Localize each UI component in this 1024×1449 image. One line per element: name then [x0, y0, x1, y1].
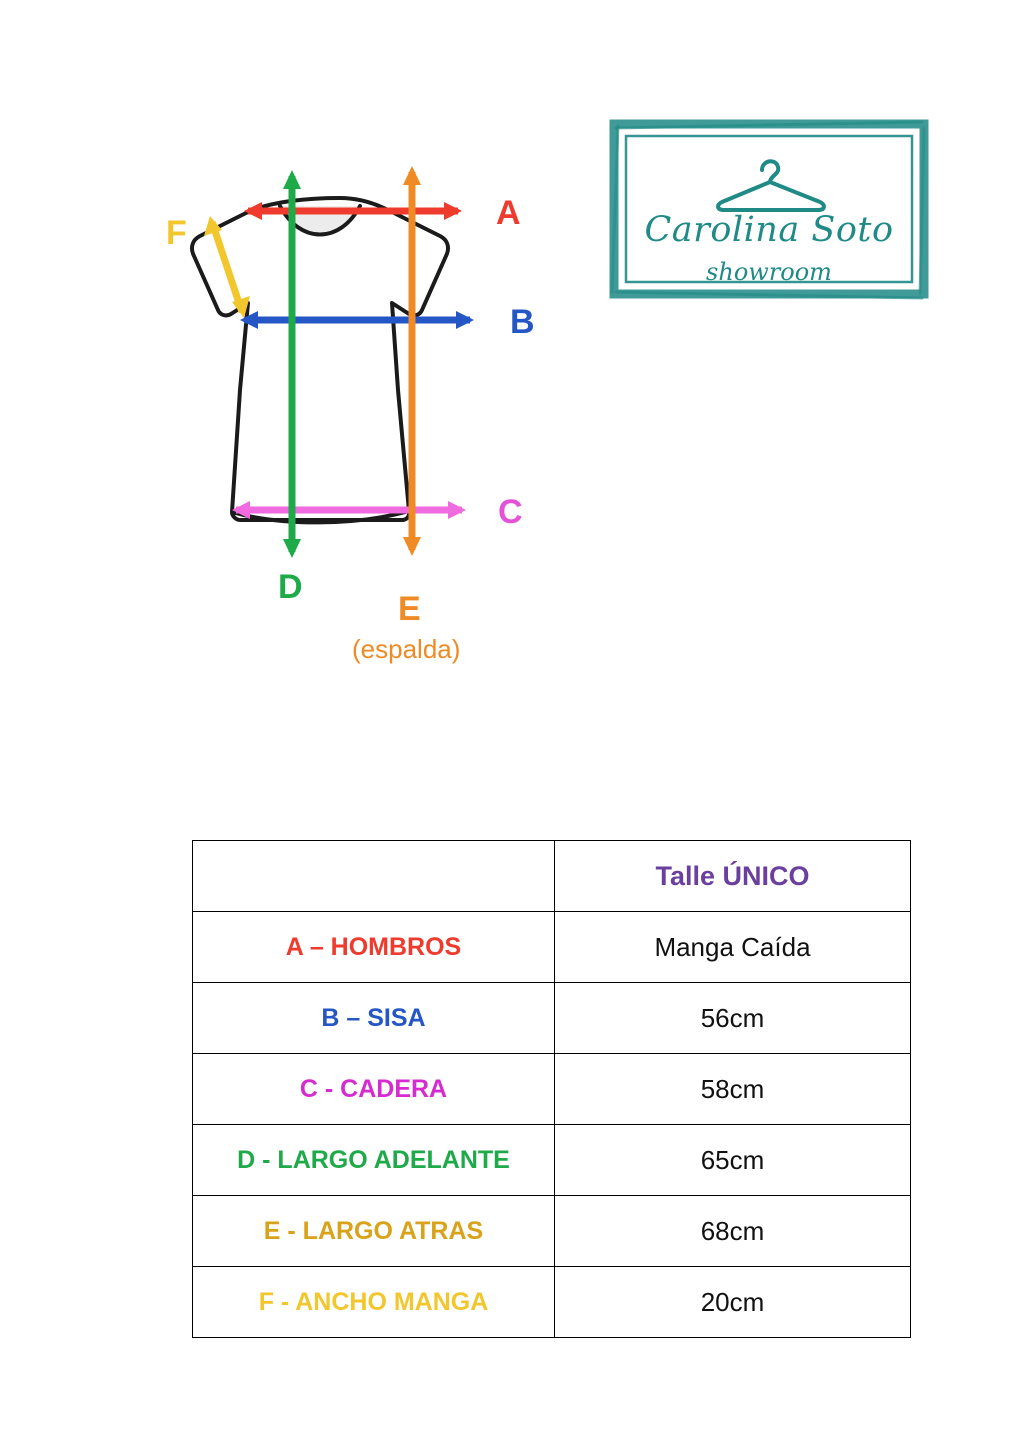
table-row — [193, 1196, 911, 1267]
row-label-b: B – SISA — [193, 983, 555, 1054]
logo-subtitle: showroom — [706, 258, 832, 286]
row-value-f: 20cm — [555, 1267, 911, 1338]
row-value-e: 68cm — [555, 1196, 911, 1267]
marker-label-b: B — [510, 303, 535, 341]
marker-label-e: E — [398, 590, 421, 628]
row-label-a: A – HOMBROS — [193, 912, 555, 983]
row-value-b: 56cm — [555, 983, 911, 1054]
marker-line-c — [232, 501, 466, 519]
row-label-c: C - CADERA — [193, 1054, 555, 1125]
hanger-icon — [718, 161, 824, 210]
brand-logo — [604, 110, 934, 315]
table-row — [193, 912, 911, 983]
logo-brand-name: Carolina Soto — [644, 210, 894, 250]
table-row — [193, 1125, 911, 1196]
size-chart-table — [192, 840, 911, 1338]
marker-label-c: C — [498, 493, 523, 531]
marker-line-b — [240, 311, 474, 329]
row-label-d: D - LARGO ADELANTE — [193, 1125, 555, 1196]
table-header-row — [193, 841, 911, 912]
marker-label-a: A — [496, 194, 521, 232]
measurement-diagram — [140, 140, 570, 680]
marker-note-back: (espalda) — [352, 634, 461, 664]
table-header-size: Talle ÚNICO — [555, 841, 911, 912]
row-value-a: Manga Caída — [555, 912, 911, 983]
table-row — [193, 1267, 911, 1338]
row-label-e: E - LARGO ATRAS — [193, 1196, 555, 1267]
tshirt-diagram-svg — [140, 140, 570, 680]
marker-label-d: D — [278, 568, 303, 606]
table-row — [193, 983, 911, 1054]
row-label-f: F - ANCHO MANGA — [193, 1267, 555, 1338]
table-row — [193, 1054, 911, 1125]
marker-label-f: F — [166, 214, 187, 252]
table-header-empty — [193, 841, 555, 912]
row-value-d: 65cm — [555, 1125, 911, 1196]
row-value-c: 58cm — [555, 1054, 911, 1125]
marker-line-f — [204, 216, 250, 318]
